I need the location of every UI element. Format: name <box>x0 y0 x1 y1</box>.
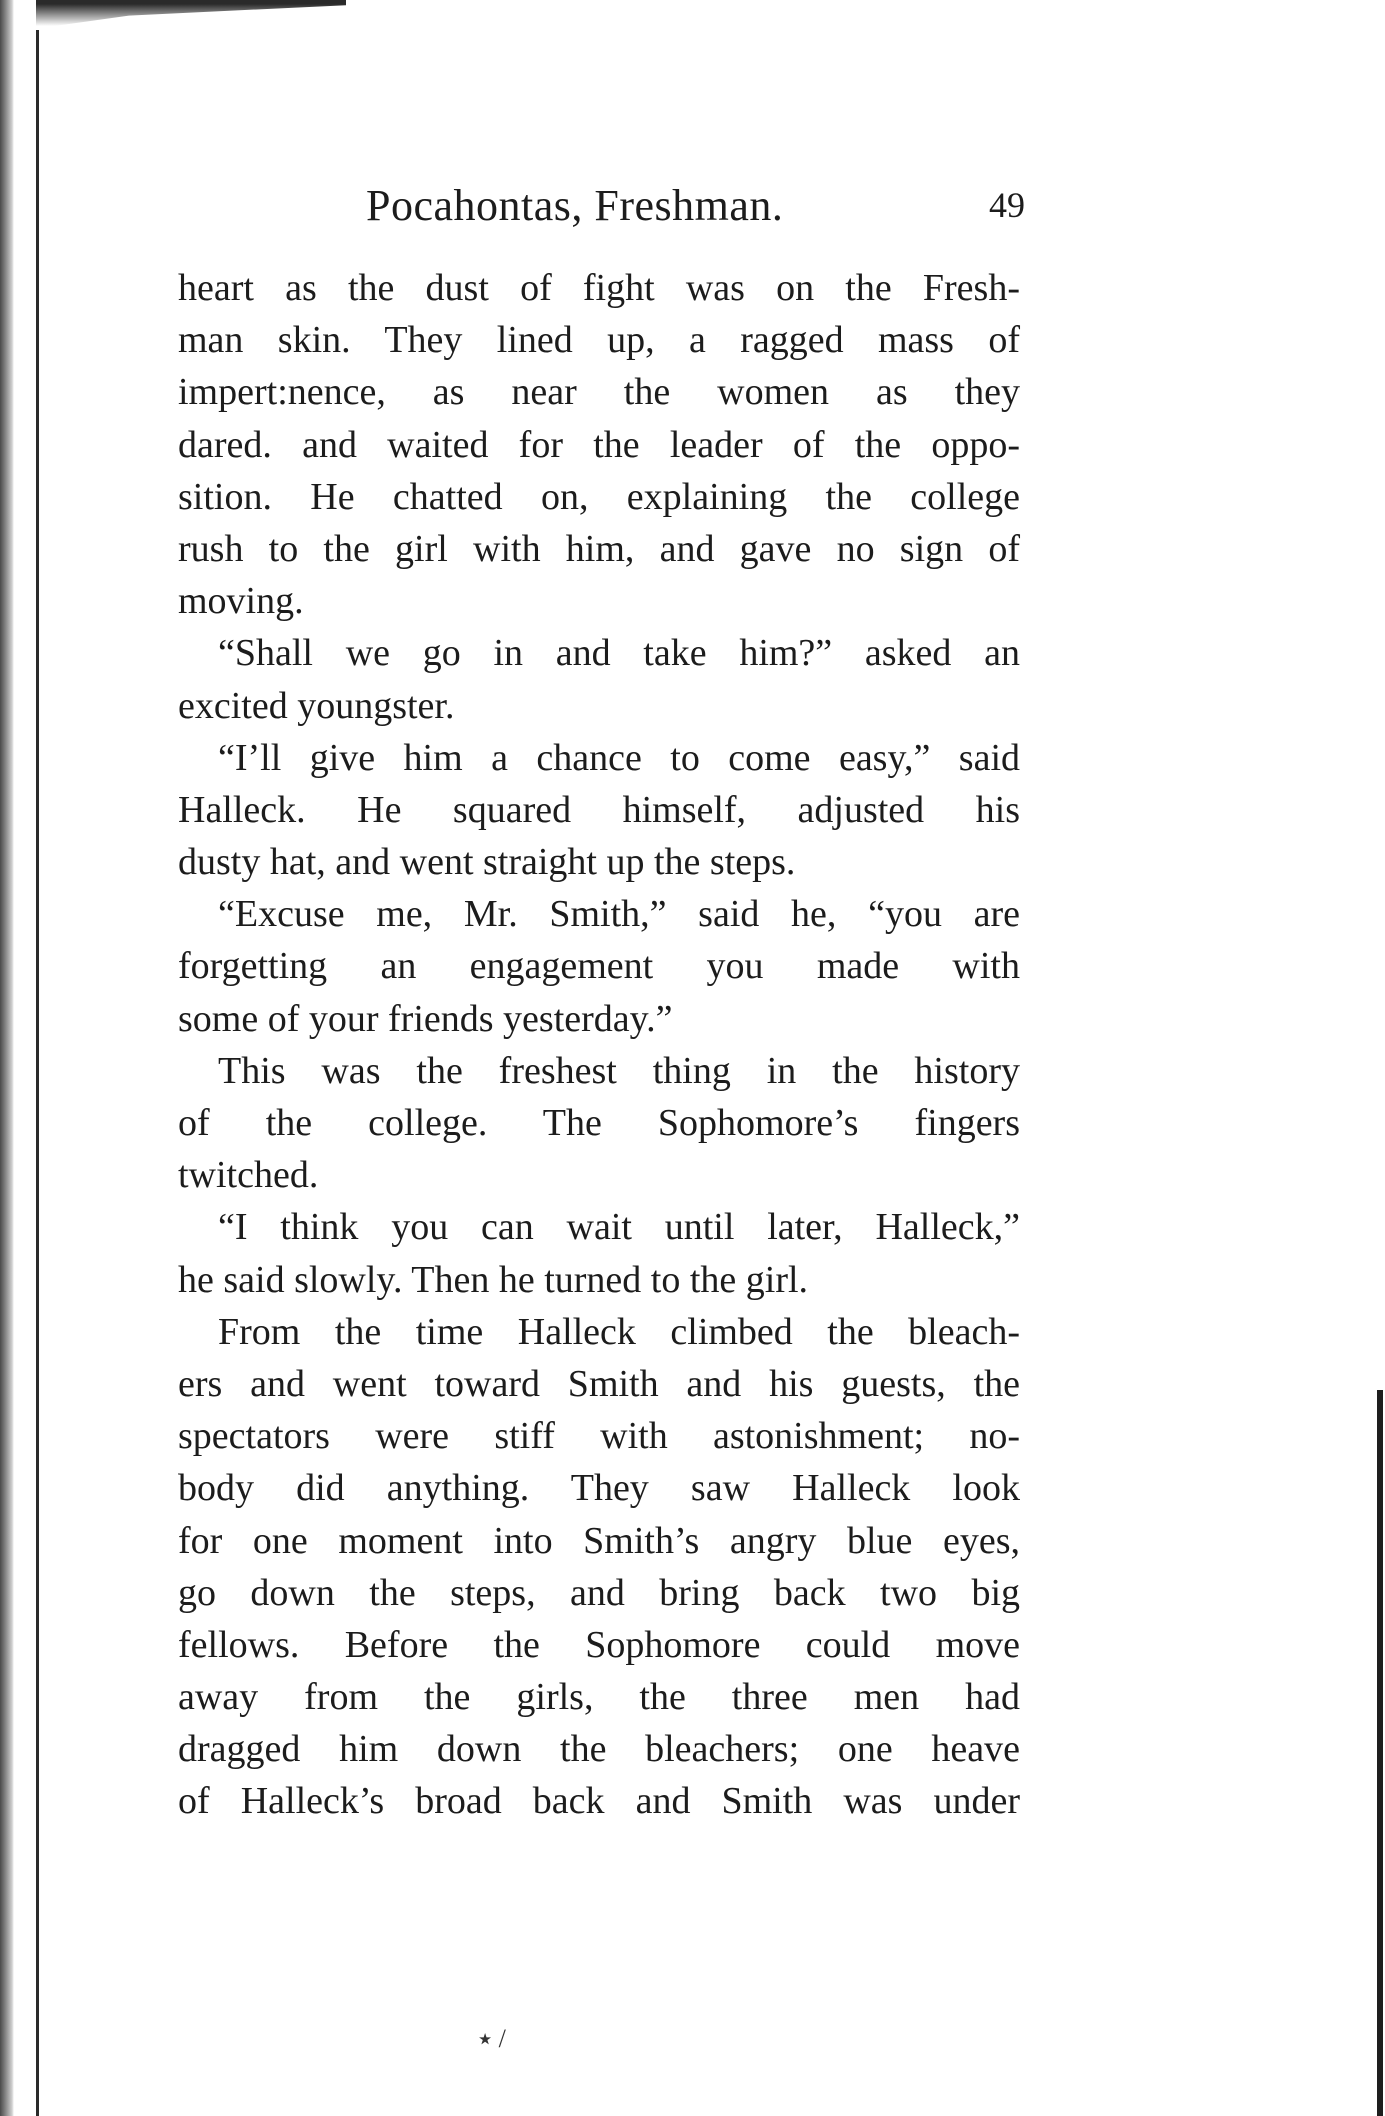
text-line: sition. He chatted on, explaining the college <box>178 475 1020 518</box>
text-line: ers and went toward Smith and his guests, the <box>178 1362 1020 1405</box>
text-line: Halleck. He squared himself, adjusted his <box>178 788 1020 831</box>
text-line: dared. and waited for the leader of the oppo- <box>178 423 1020 466</box>
text-line: away from the girls, the three men had <box>178 1676 1020 1719</box>
text-line: dragged him down the bleachers; one heave <box>178 1728 1020 1771</box>
text-line: some of your friends yesterday.” <box>178 997 673 1040</box>
text-line: “I’ll give him a chance to come easy,” said <box>218 736 1020 779</box>
text-line: rush to the girl with him, and gave no sign of <box>178 527 1020 570</box>
spine-line <box>36 30 39 2116</box>
text-line: twitched. <box>178 1154 319 1197</box>
text-line: dusty hat, and went straight up the steps. <box>178 841 796 884</box>
text-line: From the time Halleck climbed the bleach- <box>218 1310 1020 1353</box>
text-line: “Shall we go in and take him?” asked an <box>218 632 1020 675</box>
text-line: excited youngster. <box>178 684 455 727</box>
text-line: of Halleck’s broad back and Smith was under <box>178 1780 1020 1823</box>
running-head <box>180 180 1035 240</box>
text-line: man skin. They lined up, a ragged mass of <box>178 319 1020 362</box>
text-line: moving. <box>178 580 304 623</box>
text-line: “Excuse me, Mr. Smith,” said he, “you are <box>218 893 1020 936</box>
text-line: impert:nence, as near the women as they <box>178 371 1020 414</box>
text-line: forgetting an engagement you made with <box>178 945 1020 988</box>
text-line: This was the freshest thing in the history <box>218 1049 1020 1092</box>
running-title: Pocahontas, Freshman. <box>366 181 784 230</box>
text-line: body did anything. They saw Halleck look <box>178 1467 1020 1510</box>
text-line: he said slowly. Then he turned to the girl. <box>178 1258 809 1301</box>
text-line: “I think you can wait until later, Halleck,” <box>218 1206 1020 1249</box>
text-line: spectators were stiff with astonishment; no- <box>178 1415 1020 1458</box>
page-number: 49 <box>989 185 1025 225</box>
footer-mark: ٭ / <box>478 2024 506 2053</box>
scan-smudge <box>36 0 346 26</box>
text-line: of the college. The Sophomore’s fingers <box>178 1102 1020 1144</box>
text-line: go down the steps, and bring back two big <box>178 1571 1020 1614</box>
body-text <box>178 262 1020 1828</box>
binding-edge <box>0 0 14 2116</box>
text-line: heart as the dust of fight was on the Fresh- <box>178 267 1020 309</box>
text-line: for one moment into Smith’s angry blue eyes, <box>178 1519 1020 1562</box>
text-line: fellows. Before the Sophomore could move <box>178 1623 1020 1666</box>
page-edge-shadow <box>1377 1390 1383 2116</box>
